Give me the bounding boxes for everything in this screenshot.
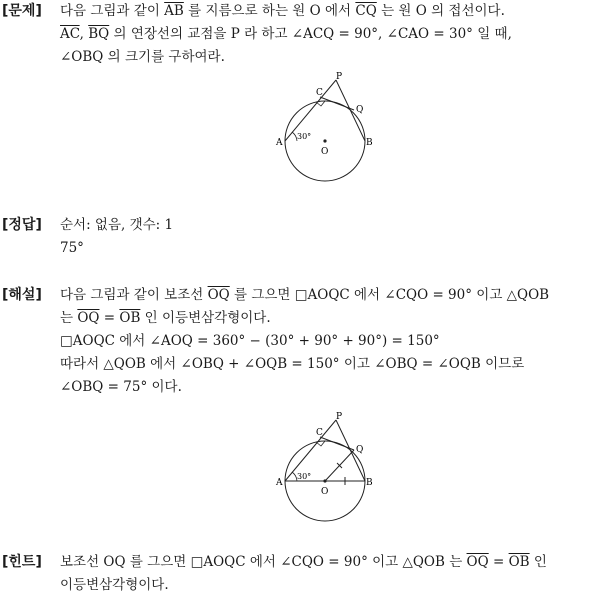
segment-oq: $\overline{OQ}$: [466, 554, 489, 570]
hint-tag: [힌트]: [2, 554, 42, 570]
segment-cq: $\overline{CQ}$: [355, 3, 377, 19]
problem-line-1: 다음 그림과 같이 $\overline{AB}$ 를 지름으로 하는 원 O 에서 $\overline{CQ}$ 는 원 O 의 접선이다.: [60, 3, 505, 19]
label-angle: 30°: [297, 132, 312, 141]
line-cq: [320, 437, 354, 450]
label-a: A: [276, 138, 283, 148]
solution-line-5: ∠OBQ = 75° 이다.: [60, 379, 182, 395]
figure-1: [270, 70, 380, 185]
answer-line-1: 순서: 없음, 갯수: 1: [60, 217, 174, 233]
segment-ab: $\overline{AB}$: [164, 3, 184, 19]
solution-line-2: 는 $\overline{OQ} = \overline{OB}$ 인 이등변삼각형이다.: [60, 310, 271, 326]
segment-oq-2: $\overline{OQ}$: [77, 310, 100, 326]
center-dot: [323, 139, 326, 142]
label-o: O: [321, 487, 329, 497]
solution-line-4: 따라서 △QOB 에서 ∠OBQ + ∠OQB = 150° 이고 ∠OBQ = ∠OQB 이므로: [60, 356, 525, 372]
answer-tag: [정답]: [2, 217, 42, 233]
answer-body: [60, 214, 588, 260]
line-cq: [320, 97, 354, 110]
label-p: P: [336, 412, 343, 422]
hint-line-2: 이등변삼각형이다.: [60, 577, 169, 593]
label-o: O: [321, 147, 329, 157]
segment-ac: $\overline{AC}$: [60, 26, 80, 42]
solution-line-3: □AOQC 에서 ∠AOQ = 360° − (30° + 90° + 90°) = 150°: [60, 333, 440, 349]
hint-line-1: 보조선 OQ 를 그으면 □AOQC 에서 ∠CQO = 90° 이고 △QOB 는 $\overline{OQ} = \overline{OB}$ 인: [60, 554, 547, 570]
label-b: B: [366, 138, 373, 148]
label-c: C: [316, 88, 323, 98]
segment-oq: $\overline{OQ}$: [207, 287, 230, 303]
label-q: Q: [356, 105, 364, 115]
label-c: C: [316, 428, 323, 438]
label-p: P: [336, 72, 343, 82]
problem-tag: [문제]: [2, 3, 42, 19]
solution-body: [60, 284, 588, 399]
figure-2: [270, 410, 380, 525]
label-angle: 30°: [297, 472, 312, 481]
segment-bq: $\overline{BQ}$: [88, 26, 110, 42]
center-dot: [323, 479, 326, 482]
hint-body: [60, 551, 588, 597]
label-a: A: [276, 478, 283, 488]
problem-line-2: $\overline{AC}$, $\overline{BQ}$ 의 연장선의 교점을 P 라 하고 ∠ACQ = 90°, ∠CAO = 30° 일 때,: [60, 26, 512, 42]
solution-tag: [해설]: [2, 287, 42, 303]
answer-line-2: 75°: [60, 240, 84, 256]
label-b: B: [366, 478, 373, 488]
label-q: Q: [356, 445, 364, 455]
segment-ob: $\overline{OB}$: [119, 310, 141, 326]
problem-line-3: ∠OBQ 의 크기를 구하여라.: [60, 49, 225, 65]
problem-body: [60, 0, 588, 69]
solution-line-1: 다음 그림과 같이 보조선 $\overline{OQ}$ 를 그으면 □AOQC 에서 ∠CQO = 90° 이고 △QOB: [60, 287, 550, 303]
segment-ob: $\overline{OB}$: [508, 554, 530, 570]
